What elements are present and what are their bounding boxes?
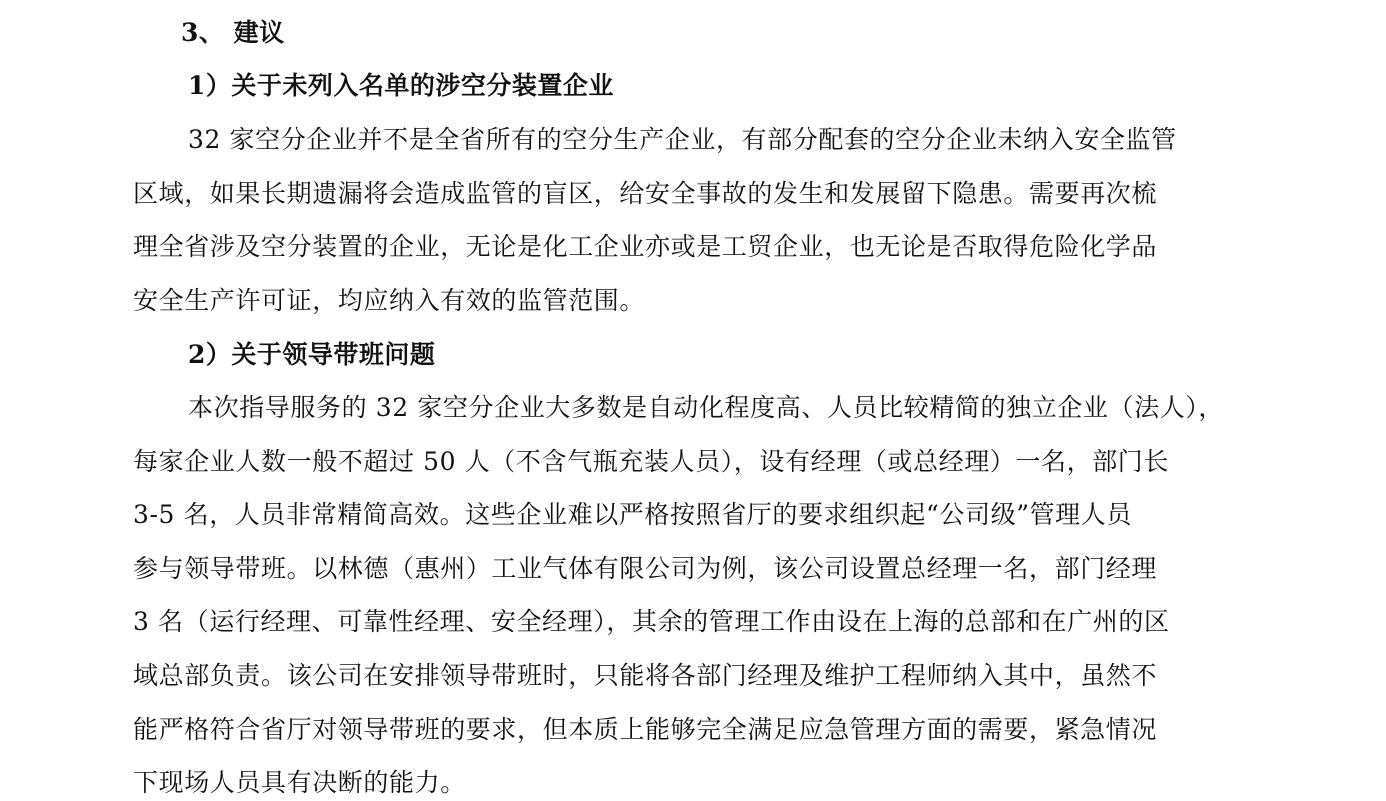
- paragraph-2-line-2: 每家企业人数一般不超过 50 人（不含气瓶充装人员），设有经理（或总经理）一名，部门长: [133, 447, 1170, 476]
- paragraph-1-line-2: 区域，如果长期遗漏将会造成监管的盲区，给安全事故的发生和发展留下隐患。需要再次梳: [133, 179, 1158, 208]
- paragraph-2-line-1: 本次指导服务的 32 家空分企业大多数是自动化程度高、人员比较精简的独立企业（法人），: [188, 393, 1225, 422]
- paragraph-1-line-1: 32 家空分企业并不是全省所有的空分生产企业，有部分配套的空分企业未纳入安全监管: [188, 125, 1177, 154]
- paragraph-2-line-8: 下现场人员具有决断的能力。: [133, 768, 466, 797]
- section-heading-recommendations: 3、 建议: [181, 18, 285, 47]
- paragraph-1-line-3: 理全省涉及空分装置的企业，无论是化工企业亦或是工贸企业，也无论是否取得危险化学品: [133, 232, 1158, 261]
- paragraph-1-line-4: 安全生产许可证，均应纳入有效的监管范围。: [133, 286, 646, 315]
- paragraph-2-line-3: 3-5 名，人员非常精简高效。这些企业难以严格按照省厅的要求组织起“公司级”管理人员: [133, 500, 1132, 529]
- paragraph-2-line-4: 参与领导带班。以林德（惠州）工业气体有限公司为例，该公司设置总经理一名，部门经理: [133, 554, 1158, 583]
- paragraph-2-line-7: 能严格符合省厅对领导带班的要求，但本质上能够完全满足应急管理方面的需要，紧急情况: [133, 715, 1158, 744]
- subsection-2-heading: 2）关于领导带班问题: [188, 340, 436, 369]
- paragraph-2-line-5: 3 名（运行经理、可靠性经理、安全经理），其余的管理工作由设在上海的总部和在广州的区: [133, 607, 1170, 636]
- paragraph-2-line-6: 域总部负责。该公司在安排领导带班时，只能将各部门经理及维护工程师纳入其中，虽然不: [133, 661, 1158, 690]
- subsection-1-heading: 1）关于未列入名单的涉空分装置企业: [188, 71, 614, 100]
